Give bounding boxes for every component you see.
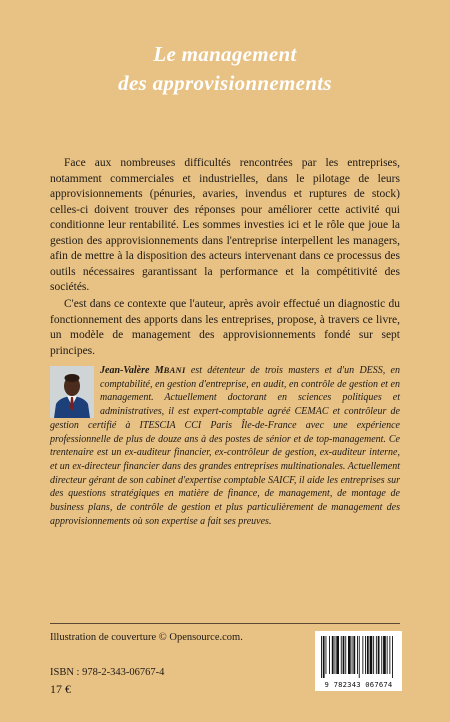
barcode-bar — [365, 636, 366, 674]
summary-paragraph-2: C'est dans ce contexte que l'auteur, après avoir effectué un diagnostic du fonctionnement des apports dans les entreprises, propose, à travers ce livre, un modèle de management des approvisionnements fondé sur sept principes. — [50, 298, 400, 357]
barcode-bar — [389, 636, 390, 674]
book-title-line-1: Le management — [153, 42, 297, 66]
barcode-bar — [378, 636, 380, 674]
barcode-bar — [329, 636, 330, 674]
barcode-bar — [352, 636, 353, 674]
author-last-name-rest: BANI — [163, 365, 186, 375]
barcode-bar — [362, 636, 363, 674]
barcode-bar — [367, 636, 369, 674]
barcode-bar — [335, 636, 336, 674]
barcode-bar — [383, 636, 386, 674]
barcode-bar — [370, 636, 373, 674]
barcode-bar — [348, 636, 351, 674]
barcode-bar — [387, 636, 388, 674]
book-price: 17 € — [50, 682, 71, 696]
barcode-bar — [341, 636, 342, 674]
isbn-number: ISBN : 978-2-343-06767-4 — [50, 667, 165, 678]
barcode-bar — [373, 636, 374, 674]
barcode-bar — [323, 636, 325, 678]
author-last-name-initial: M — [154, 365, 164, 376]
author-first-name: Jean-Valère — [100, 365, 155, 376]
barcode-bar — [357, 636, 358, 674]
barcode-bar — [345, 636, 346, 674]
barcode-bar — [376, 636, 377, 674]
barcode-digits: 9 782343 067674 — [324, 680, 393, 689]
author-bio-text: est détenteur de trois masters et d'un DESS, en comptabilité, en gestion d'entreprise, en audit, en contrôle de gestion et en management. Actuellement doctorant en sciences politiques et administratives, il est expert-comptable agréé CEMAC et contrôleur de gestion certifié à ITESCIA CCI Paris Île-de-France avec une expérience professionnelle de plus de douze ans à des postes de sénior et de top-management. Ce trentenaire est un ex-auditeur financier, ex-contrôleur de gestion, ex-auditeur interne, et un ex-directeur financier dans des grandes entreprises multinationales. Actuellement directeur gérant de son cabinet d'expertise comptable SAICF, il aide les entreprises sur des questions stratégiques en matière de finance, de management, de montage de business plans, de contrôle de gestion et plus particulièrement de management des approvisionnements où son expertise a fait ses preuves. — [50, 365, 400, 527]
book-title — [0, 40, 450, 98]
barcode-bar — [332, 636, 334, 674]
book-title-line-2: des approvisionnements — [118, 71, 332, 95]
author-name — [100, 365, 186, 376]
barcode-bar — [321, 636, 322, 678]
author-biography — [50, 364, 400, 528]
barcode — [315, 631, 402, 691]
barcode-bar — [326, 636, 327, 674]
barcode-bar — [336, 636, 339, 674]
barcode-bar — [359, 636, 360, 678]
barcode-bar — [381, 636, 382, 674]
summary-paragraph-1: Face aux nombreuses difficultés rencontrées par les entreprises, notamment commerciales et industrielles, dans le pilotage de leurs approvisionnements (pénuries, avaries, invendus et ruptures de stock) celles-ci doivent trouver des réponses pour améliorer cette activité qui conditionne leur rentabilité. Les sommes investies ici et le rôle que joue la gestion des approvisionnements dans l'entreprise interpellent les managers, afin de mettre à la disposition des acteurs intervenant dans ce processus des outils nécessaires garantissant la performance et la compétitivité des sociétés. — [50, 157, 400, 293]
barcode-icon — [315, 631, 402, 681]
barcode-bar — [353, 636, 355, 674]
cover-illustration-credit: Illustration de couverture © Opensource.com. — [50, 632, 243, 643]
barcode-bar — [392, 636, 393, 678]
barcode-bar — [343, 636, 345, 674]
footer-divider — [50, 623, 400, 624]
